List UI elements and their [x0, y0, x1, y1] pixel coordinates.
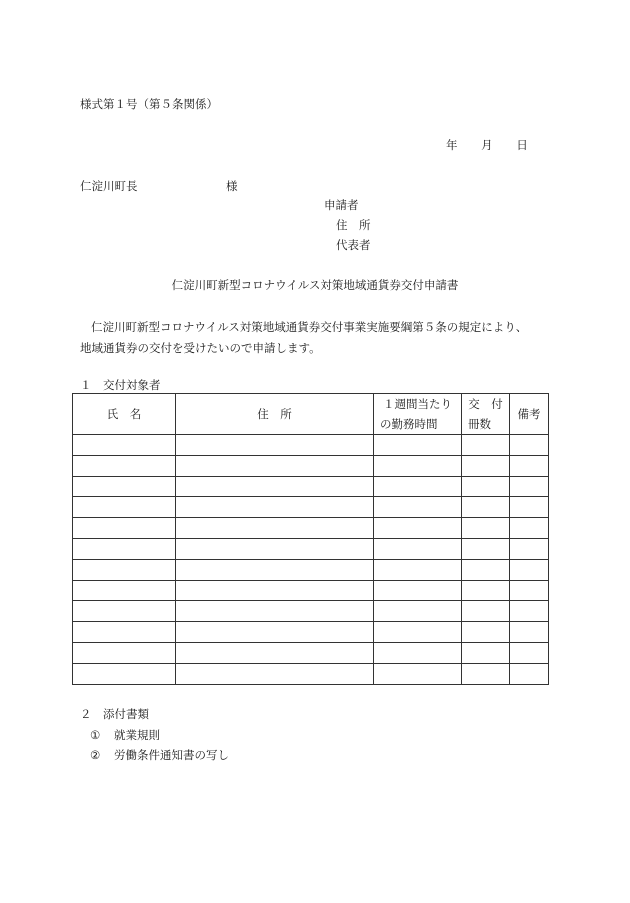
cell-weekly-hours[interactable] — [374, 538, 462, 559]
header-issued-books-line1: 交 付 — [468, 397, 503, 411]
applicant-representative-label: 代表者 — [336, 238, 371, 252]
cell-name[interactable] — [73, 601, 176, 622]
attachment-label: 労働条件通知書の写し — [114, 748, 229, 762]
applicant-address-label: 住 所 — [336, 218, 371, 232]
body-line-2: 地域通貨券の交付を受けたいので申請します。 — [80, 341, 321, 355]
cell-issued-books[interactable] — [462, 622, 510, 643]
cell-remarks[interactable] — [510, 476, 549, 497]
cell-address[interactable] — [176, 663, 374, 684]
cell-issued-books[interactable] — [462, 601, 510, 622]
cell-remarks[interactable] — [510, 559, 549, 580]
cell-issued-books[interactable] — [462, 559, 510, 580]
table-row — [73, 622, 549, 643]
table-row — [73, 497, 549, 518]
cell-weekly-hours[interactable] — [374, 580, 462, 601]
cell-issued-books[interactable] — [462, 538, 510, 559]
section-1-heading: １ 交付対象者 — [80, 378, 161, 392]
header-weekly-hours-line2: の勤務時間 — [380, 417, 438, 431]
header-weekly-hours — [374, 394, 462, 435]
cell-issued-books[interactable] — [462, 518, 510, 539]
attachment-label: 就業規則 — [114, 728, 160, 742]
recipient-honorific: 様 — [226, 179, 238, 193]
table-row — [73, 580, 549, 601]
section-2-heading: ２ 添付書類 — [80, 707, 149, 721]
cell-address[interactable] — [176, 559, 374, 580]
attachment-item — [90, 747, 229, 763]
recipients-table — [72, 393, 549, 685]
date-month: 月 — [481, 138, 493, 152]
cell-address[interactable] — [176, 497, 374, 518]
cell-name[interactable] — [73, 538, 176, 559]
cell-weekly-hours[interactable] — [374, 435, 462, 456]
date-line — [446, 137, 528, 153]
table-row — [73, 663, 549, 684]
table-row — [73, 435, 549, 456]
cell-weekly-hours[interactable] — [374, 518, 462, 539]
header-name: 氏 名 — [73, 394, 176, 435]
cell-weekly-hours[interactable] — [374, 622, 462, 643]
attachment-number: ① — [90, 728, 101, 742]
cell-remarks[interactable] — [510, 538, 549, 559]
cell-issued-books[interactable] — [462, 642, 510, 663]
date-day: 日 — [516, 138, 528, 152]
cell-address[interactable] — [176, 435, 374, 456]
document-title: 仁淀川町新型コロナウイルス対策地域通貨券交付申請書 — [171, 278, 459, 292]
cell-issued-books[interactable] — [462, 435, 510, 456]
cell-address[interactable] — [176, 642, 374, 663]
table-row — [73, 518, 549, 539]
cell-name[interactable] — [73, 622, 176, 643]
form-number: 様式第１号（第５条関係） — [80, 97, 218, 111]
cell-issued-books[interactable] — [462, 580, 510, 601]
cell-weekly-hours[interactable] — [374, 642, 462, 663]
table-row — [73, 559, 549, 580]
body-line-1: 仁淀川町新型コロナウイルス対策地域通貨券交付事業実施要綱第５条の規定により、 — [91, 320, 528, 334]
cell-address[interactable] — [176, 476, 374, 497]
cell-name[interactable] — [73, 559, 176, 580]
cell-name[interactable] — [73, 518, 176, 539]
cell-remarks[interactable] — [510, 601, 549, 622]
table-body — [73, 435, 549, 685]
cell-address[interactable] — [176, 622, 374, 643]
header-issued-books-line2: 冊数 — [468, 417, 491, 431]
table-row — [73, 642, 549, 663]
cell-weekly-hours[interactable] — [374, 497, 462, 518]
cell-remarks[interactable] — [510, 455, 549, 476]
table-row — [73, 601, 549, 622]
cell-name[interactable] — [73, 476, 176, 497]
cell-name[interactable] — [73, 455, 176, 476]
cell-weekly-hours[interactable] — [374, 559, 462, 580]
cell-name[interactable] — [73, 663, 176, 684]
cell-weekly-hours[interactable] — [374, 455, 462, 476]
cell-remarks[interactable] — [510, 497, 549, 518]
cell-name[interactable] — [73, 580, 176, 601]
cell-weekly-hours[interactable] — [374, 601, 462, 622]
cell-remarks[interactable] — [510, 435, 549, 456]
header-weekly-hours-line1: １週間当たり — [383, 397, 452, 411]
header-remarks: 備考 — [510, 394, 549, 435]
cell-address[interactable] — [176, 518, 374, 539]
cell-address[interactable] — [176, 538, 374, 559]
cell-address[interactable] — [176, 601, 374, 622]
date-year: 年 — [446, 138, 458, 152]
cell-issued-books[interactable] — [462, 663, 510, 684]
header-address: 住 所 — [176, 394, 374, 435]
cell-name[interactable] — [73, 497, 176, 518]
cell-address[interactable] — [176, 580, 374, 601]
cell-address[interactable] — [176, 455, 374, 476]
attachment-number: ② — [90, 748, 101, 762]
header-issued-books — [462, 394, 510, 435]
applicant-label: 申請者 — [324, 198, 359, 212]
cell-name[interactable] — [73, 435, 176, 456]
cell-issued-books[interactable] — [462, 455, 510, 476]
cell-remarks[interactable] — [510, 642, 549, 663]
table-row — [73, 455, 549, 476]
cell-remarks[interactable] — [510, 622, 549, 643]
body-paragraph — [80, 317, 560, 359]
table-row — [73, 538, 549, 559]
cell-remarks[interactable] — [510, 518, 549, 539]
cell-weekly-hours[interactable] — [374, 663, 462, 684]
cell-remarks[interactable] — [510, 663, 549, 684]
cell-weekly-hours[interactable] — [374, 476, 462, 497]
table-row — [73, 476, 549, 497]
attachment-item — [90, 727, 160, 743]
recipient-name: 仁淀川町長 — [80, 179, 138, 193]
cell-name[interactable] — [73, 642, 176, 663]
cell-remarks[interactable] — [510, 580, 549, 601]
cell-issued-books[interactable] — [462, 497, 510, 518]
table-header-row — [73, 394, 549, 435]
cell-issued-books[interactable] — [462, 476, 510, 497]
